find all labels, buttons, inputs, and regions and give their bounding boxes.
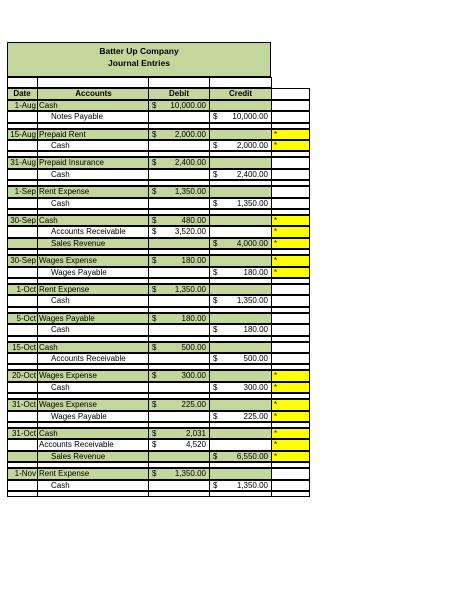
currency-symbol: $: [213, 451, 218, 461]
entry-date[interactable]: [7, 382, 38, 393]
entry-credit[interactable]: [210, 226, 272, 237]
amount-value: 500.00: [181, 342, 206, 352]
entry-credit[interactable]: [210, 215, 272, 226]
currency-symbol: $: [213, 198, 218, 208]
spacer-cell: [210, 77, 272, 88]
entry-credit[interactable]: [210, 439, 272, 450]
amount-value: 4,520: [185, 440, 206, 450]
spacer-cell: [149, 77, 210, 88]
entry-date[interactable]: [7, 295, 38, 306]
currency-symbol: $: [152, 429, 157, 438]
journal-entry-row: [7, 399, 310, 410]
entry-date[interactable]: [7, 353, 38, 364]
entry-date[interactable]: 31-Oct: [7, 399, 38, 410]
entry-flag[interactable]: [272, 284, 310, 295]
entry-flag[interactable]: [272, 169, 310, 180]
entry-account[interactable]: Cash: [38, 169, 149, 180]
entry-debit[interactable]: [149, 157, 210, 168]
currency-symbol: $: [152, 342, 157, 352]
currency-symbol: $: [152, 469, 157, 479]
entry-flag[interactable]: [272, 324, 310, 335]
amount-value: 480.00: [181, 216, 206, 225]
entry-flag[interactable]: [272, 198, 310, 209]
entry-flag[interactable]: [272, 353, 310, 364]
amount-value: 1,350.00: [236, 198, 268, 208]
spacer-row: [7, 77, 310, 88]
entry-date[interactable]: 31-Oct: [7, 428, 38, 439]
entry-date[interactable]: 1-Aug: [7, 100, 38, 111]
journal-entry-row: [7, 468, 310, 479]
journal-entry-row: [7, 198, 310, 209]
entry-account[interactable]: Cash: [38, 428, 149, 439]
currency-symbol: $: [213, 238, 218, 248]
amount-value: 1,350.00: [236, 296, 268, 306]
entry-credit[interactable]: [210, 370, 272, 381]
journal-entry-row: [7, 238, 310, 249]
entry-credit[interactable]: [210, 313, 272, 324]
entry-date[interactable]: 30-Sep: [7, 215, 38, 226]
journal-entry-row: [7, 353, 310, 364]
spacer-cell: [149, 491, 210, 497]
currency-symbol: $: [152, 256, 157, 266]
journal-entry-row: [7, 428, 310, 439]
entry-debit[interactable]: [149, 186, 210, 197]
amount-value: 1,350.00: [174, 285, 206, 294]
entry-account[interactable]: Sales Revenue: [38, 238, 149, 249]
entry-flag[interactable]: [272, 186, 310, 197]
header-row: [7, 88, 310, 99]
amount-value: 225.00: [243, 411, 268, 421]
entry-flag[interactable]: *: [272, 226, 310, 237]
currency-symbol: $: [213, 382, 218, 392]
entry-credit[interactable]: [210, 411, 272, 422]
entry-debit[interactable]: [149, 169, 210, 180]
journal-entry-row: [7, 342, 310, 353]
currency-symbol: $: [152, 371, 157, 381]
entry-debit[interactable]: [149, 439, 210, 450]
entry-flag[interactable]: [272, 313, 310, 324]
amount-value: 2,000.00: [236, 141, 268, 150]
spacer-cell: [38, 77, 149, 88]
journal-entry-row: [7, 370, 310, 381]
entry-account[interactable]: Prepaid Insurance: [38, 157, 149, 168]
journal-entry-row: [7, 439, 310, 450]
entry-credit[interactable]: [210, 399, 272, 410]
journal-entry-row: [7, 186, 310, 197]
entry-debit[interactable]: [149, 255, 210, 266]
entry-credit[interactable]: [210, 451, 272, 462]
entry-credit[interactable]: [210, 255, 272, 266]
title-box: [7, 42, 271, 77]
entry-date[interactable]: [7, 451, 38, 462]
entry-debit[interactable]: [149, 267, 210, 278]
entry-date[interactable]: 5-Oct: [7, 313, 38, 324]
entry-credit[interactable]: [210, 169, 272, 180]
entry-flag[interactable]: *: [272, 411, 310, 422]
entry-debit[interactable]: [149, 129, 210, 140]
entry-credit[interactable]: [210, 100, 272, 111]
entry-account[interactable]: Wages Payable: [38, 267, 149, 278]
currency-symbol: $: [213, 480, 218, 490]
amount-value: 225.00: [181, 400, 206, 410]
entry-date[interactable]: 1-Oct: [7, 284, 38, 295]
entry-credit[interactable]: [210, 157, 272, 168]
entry-credit[interactable]: [210, 198, 272, 209]
entry-date[interactable]: [7, 169, 38, 180]
header-debit: Debit: [149, 88, 210, 99]
journal-entry-row: [7, 255, 310, 266]
entry-date[interactable]: [7, 411, 38, 422]
entry-date[interactable]: 1-Nov: [7, 468, 38, 479]
amount-value: 180.00: [243, 325, 268, 335]
amount-value: 2,031: [185, 429, 206, 438]
amount-value: 300.00: [243, 382, 268, 392]
entry-date[interactable]: [7, 238, 38, 249]
entry-date[interactable]: [7, 267, 38, 278]
entry-account[interactable]: Cash: [38, 324, 149, 335]
entry-flag[interactable]: *: [272, 439, 310, 450]
entry-account[interactable]: Accounts Receivable: [38, 439, 149, 450]
amount-value: 500.00: [243, 354, 268, 363]
journal-entry-row: [7, 267, 310, 278]
entry-credit[interactable]: [210, 353, 272, 364]
entry-flag[interactable]: *: [272, 129, 310, 140]
entry-account[interactable]: Cash: [38, 295, 149, 306]
sheet-subtitle: Journal Entries: [108, 58, 170, 68]
amount-value: 2,400.00: [174, 158, 206, 168]
spacer-cell: [210, 491, 272, 497]
journal-entry-row: [7, 295, 310, 306]
journal-entry-row: [7, 382, 310, 393]
entry-credit[interactable]: [210, 382, 272, 393]
spacer-cell: [7, 77, 38, 88]
currency-symbol: $: [152, 216, 157, 225]
entry-flag[interactable]: *: [272, 238, 310, 249]
entry-account[interactable]: Rent Expense: [38, 468, 149, 479]
entry-flag[interactable]: *: [272, 140, 310, 151]
entry-flag[interactable]: [272, 342, 310, 353]
entry-flag[interactable]: *: [272, 215, 310, 226]
entry-credit[interactable]: [210, 186, 272, 197]
entry-credit[interactable]: [210, 238, 272, 249]
entry-debit[interactable]: [149, 480, 210, 491]
entry-debit[interactable]: [149, 295, 210, 306]
entry-account[interactable]: Wages Expense: [38, 255, 149, 266]
entry-date[interactable]: [7, 439, 38, 450]
journal-entry-row: [7, 129, 310, 140]
currency-symbol: $: [152, 285, 157, 294]
entry-date[interactable]: 31-Aug: [7, 157, 38, 168]
entry-debit[interactable]: [149, 451, 210, 462]
entry-account[interactable]: Cash: [38, 342, 149, 353]
entry-date[interactable]: [7, 226, 38, 237]
entry-debit[interactable]: [149, 111, 210, 122]
header-date: Date: [7, 88, 38, 99]
entry-credit[interactable]: [210, 267, 272, 278]
header-credit: Credit: [210, 88, 272, 99]
entry-account[interactable]: Accounts Receivable: [38, 226, 149, 237]
journal-entry-row: [7, 169, 310, 180]
currency-symbol: $: [152, 400, 157, 410]
entry-credit[interactable]: [210, 284, 272, 295]
entry-debit[interactable]: [149, 313, 210, 324]
entry-debit[interactable]: [149, 324, 210, 335]
amount-value: 300.00: [181, 371, 206, 381]
entry-flag[interactable]: *: [272, 451, 310, 462]
journal-entry-row: [7, 215, 310, 226]
journal-entry-row: [7, 226, 310, 237]
amount-value: 10,000.00: [232, 112, 268, 122]
amount-value: 1,350.00: [174, 187, 206, 197]
entry-flag[interactable]: *: [272, 382, 310, 393]
entry-account[interactable]: Rent Expense: [38, 284, 149, 295]
entry-account[interactable]: Prepaid Rent: [38, 129, 149, 140]
entry-debit[interactable]: [149, 238, 210, 249]
currency-symbol: $: [213, 141, 218, 150]
entry-debit[interactable]: [149, 428, 210, 439]
currency-symbol: $: [152, 158, 157, 168]
entry-flag[interactable]: *: [272, 428, 310, 439]
amount-value: 2,000.00: [174, 129, 206, 139]
spacer-cell: [7, 491, 38, 497]
amount-value: 4,000.00: [236, 238, 268, 248]
currency-symbol: $: [152, 187, 157, 197]
journal-entry-row: [7, 111, 310, 122]
entry-debit[interactable]: [149, 198, 210, 209]
company-name: Batter Up Company: [99, 46, 179, 56]
entry-flag[interactable]: *: [272, 255, 310, 266]
currency-symbol: $: [213, 325, 218, 335]
journal-entry-row: [7, 480, 310, 491]
entry-debit[interactable]: [149, 215, 210, 226]
entry-account[interactable]: Cash: [38, 198, 149, 209]
entry-date[interactable]: [7, 140, 38, 151]
amount-value: 2,400.00: [236, 169, 268, 179]
entry-credit[interactable]: [210, 428, 272, 439]
entry-debit[interactable]: [149, 100, 210, 111]
entry-account[interactable]: Wages Expense: [38, 399, 149, 410]
currency-symbol: $: [152, 227, 157, 237]
journal-entry-row: [7, 284, 310, 295]
entry-account[interactable]: Sales Revenue: [38, 451, 149, 462]
amount-value: 3,520.00: [174, 227, 206, 237]
entry-flag[interactable]: [272, 157, 310, 168]
entry-credit[interactable]: [210, 324, 272, 335]
spacer-cell: [38, 491, 149, 497]
entry-debit[interactable]: [149, 370, 210, 381]
amount-value: 180.00: [181, 313, 206, 323]
currency-symbol: $: [213, 169, 218, 179]
currency-symbol: $: [213, 411, 218, 421]
entry-date[interactable]: [7, 198, 38, 209]
spacer-cell: [272, 491, 310, 497]
amount-value: 180.00: [243, 267, 268, 277]
entry-account[interactable]: Rent Expense: [38, 186, 149, 197]
amount-value: 1,350.00: [174, 469, 206, 479]
entry-credit[interactable]: [210, 295, 272, 306]
spacer-row: [7, 491, 310, 497]
currency-symbol: $: [152, 440, 157, 450]
entry-account[interactable]: Cash: [38, 215, 149, 226]
amount-value: 1,350.00: [236, 480, 268, 490]
entry-account[interactable]: Cash: [38, 382, 149, 393]
entry-date[interactable]: 20-Oct: [7, 370, 38, 381]
entry-flag[interactable]: [272, 480, 310, 491]
entry-account[interactable]: Notes Payable: [38, 111, 149, 122]
entry-account[interactable]: Wages Payable: [38, 313, 149, 324]
entry-account[interactable]: Cash: [38, 480, 149, 491]
entry-flag[interactable]: *: [272, 267, 310, 278]
entry-date[interactable]: 30-Sep: [7, 255, 38, 266]
journal-entry-row: [7, 313, 310, 324]
entry-credit[interactable]: [210, 480, 272, 491]
entry-debit[interactable]: [149, 382, 210, 393]
journal-entry-row: [7, 157, 310, 168]
entry-flag[interactable]: [272, 100, 310, 111]
entry-credit[interactable]: [210, 129, 272, 140]
amount-value: 6,550.00: [236, 451, 268, 461]
entry-credit[interactable]: [210, 468, 272, 479]
entry-debit[interactable]: [149, 226, 210, 237]
entry-debit[interactable]: [149, 140, 210, 151]
currency-symbol: $: [213, 296, 218, 306]
entry-debit[interactable]: [149, 399, 210, 410]
journal-entry-row: [7, 411, 310, 422]
entry-account[interactable]: Wages Payable: [38, 411, 149, 422]
entry-flag[interactable]: *: [272, 399, 310, 410]
entry-date[interactable]: 15-Aug: [7, 129, 38, 140]
journal-entry-row: [7, 100, 310, 111]
entry-account[interactable]: Cash: [38, 100, 149, 111]
entry-flag[interactable]: [272, 111, 310, 122]
currency-symbol: $: [213, 267, 218, 277]
currency-symbol: $: [152, 100, 157, 110]
entry-flag[interactable]: [272, 468, 310, 479]
currency-symbol: $: [152, 129, 157, 139]
entry-date[interactable]: [7, 111, 38, 122]
entry-debit[interactable]: [149, 342, 210, 353]
currency-symbol: $: [152, 313, 157, 323]
currency-symbol: $: [213, 112, 218, 122]
entry-date[interactable]: [7, 480, 38, 491]
currency-symbol: $: [213, 354, 218, 363]
journal-entry-row: [7, 451, 310, 462]
entry-date[interactable]: [7, 324, 38, 335]
entry-flag[interactable]: [272, 295, 310, 306]
entry-debit[interactable]: [149, 284, 210, 295]
entry-debit[interactable]: [149, 411, 210, 422]
entry-flag[interactable]: *: [272, 370, 310, 381]
entry-date[interactable]: 1-Sep: [7, 186, 38, 197]
header-flag: [272, 88, 310, 99]
entry-account[interactable]: Wages Expense: [38, 370, 149, 381]
entry-credit[interactable]: [210, 342, 272, 353]
entry-credit[interactable]: [210, 111, 272, 122]
entry-account[interactable]: Accounts Receivable: [38, 353, 149, 364]
amount-value: 10,000.00: [170, 100, 206, 110]
entry-credit[interactable]: [210, 140, 272, 151]
entry-account[interactable]: Cash: [38, 140, 149, 151]
amount-value: 180.00: [181, 256, 206, 266]
entry-date[interactable]: 15-Oct: [7, 342, 38, 353]
journal-entry-row: [7, 324, 310, 335]
journal-entry-row: [7, 140, 310, 151]
header-accounts: Accounts: [38, 88, 149, 99]
entry-debit[interactable]: [149, 353, 210, 364]
entry-debit[interactable]: [149, 468, 210, 479]
